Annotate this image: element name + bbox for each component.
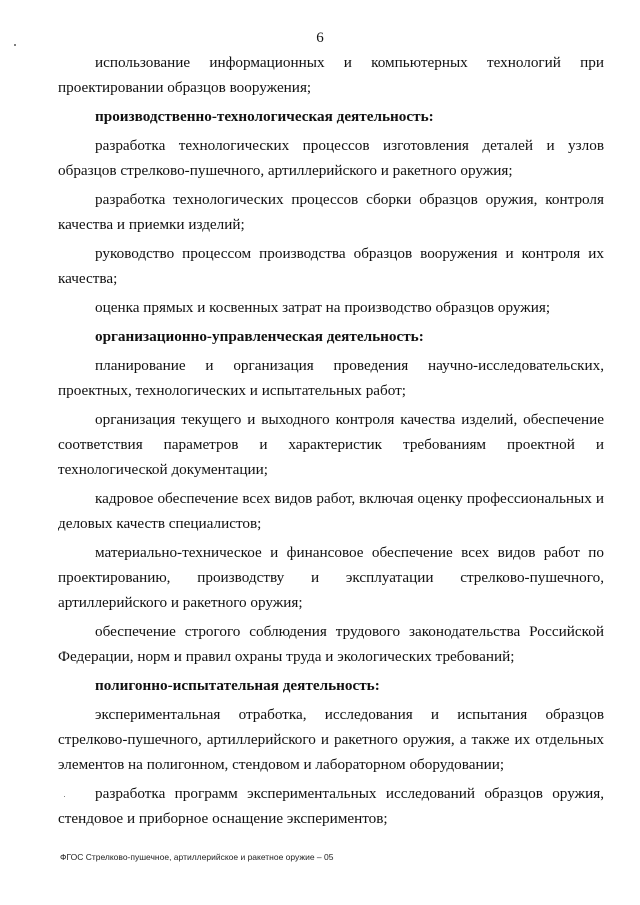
section-heading: полигонно-испытательная деятельность:	[95, 677, 380, 694]
list-item: обеспечение строгого соблюдения трудового законодательства Российской Федерации, норм и правил охраны труда и экологических требований;	[58, 623, 604, 665]
scan-speck	[14, 44, 16, 46]
section-heading: организационно-управленческая деятельность:	[95, 328, 424, 345]
list-item: руководство процессом производства образцов вооружения и контроля их качества;	[58, 245, 604, 287]
list-item: разработка технологических процессов изготовления деталей и узлов образцов стрелково-пушечного, артиллерийского и ракетного оружия;	[58, 137, 604, 179]
list-item: организация текущего и выходного контроля качества изделий, обеспечение соответствия параметров и характеристик требованиям проектной и технологической документации;	[58, 411, 604, 478]
list-item: планирование и организация проведения научно-исследовательских, проектных, технологических и испытательных работ;	[58, 357, 604, 399]
list-item: использование информационных и компьютерных технологий при проектировании образцов вооружения;	[58, 54, 604, 96]
list-item: кадровое обеспечение всех видов работ, включая оценку профессиональных и деловых качеств специалистов;	[58, 490, 604, 532]
list-item: материально-техническое и финансовое обеспечение всех видов работ по проектированию, производству и эксплуатации стрелково-пушечного, артиллерийского и ракетного оружия;	[58, 544, 604, 611]
list-item: оценка прямых и косвенных затрат на производство образцов оружия;	[95, 299, 551, 316]
document-body	[58, 50, 604, 835]
page-number: 6	[316, 30, 324, 46]
section-heading: производственно-технологическая деятельность:	[95, 108, 434, 125]
document-footer: ФГОС Стрелково-пушечное, артиллерийское и ракетное оружие – 05	[60, 852, 334, 862]
list-item: разработка технологических процессов сборки образцов оружия, контроля качества и приемки изделий;	[58, 191, 604, 233]
list-item: разработка программ экспериментальных исследований образцов оружия, стендовое и приборное оснащение экспериментов;	[58, 785, 604, 827]
list-item: экспериментальная отработка, исследования и испытания образцов стрелково-пушечного, артиллерийского и ракетного оружия, а также их отдельных элементов на полигонном, стендовом и лабораторном оборудовании;	[58, 706, 604, 773]
